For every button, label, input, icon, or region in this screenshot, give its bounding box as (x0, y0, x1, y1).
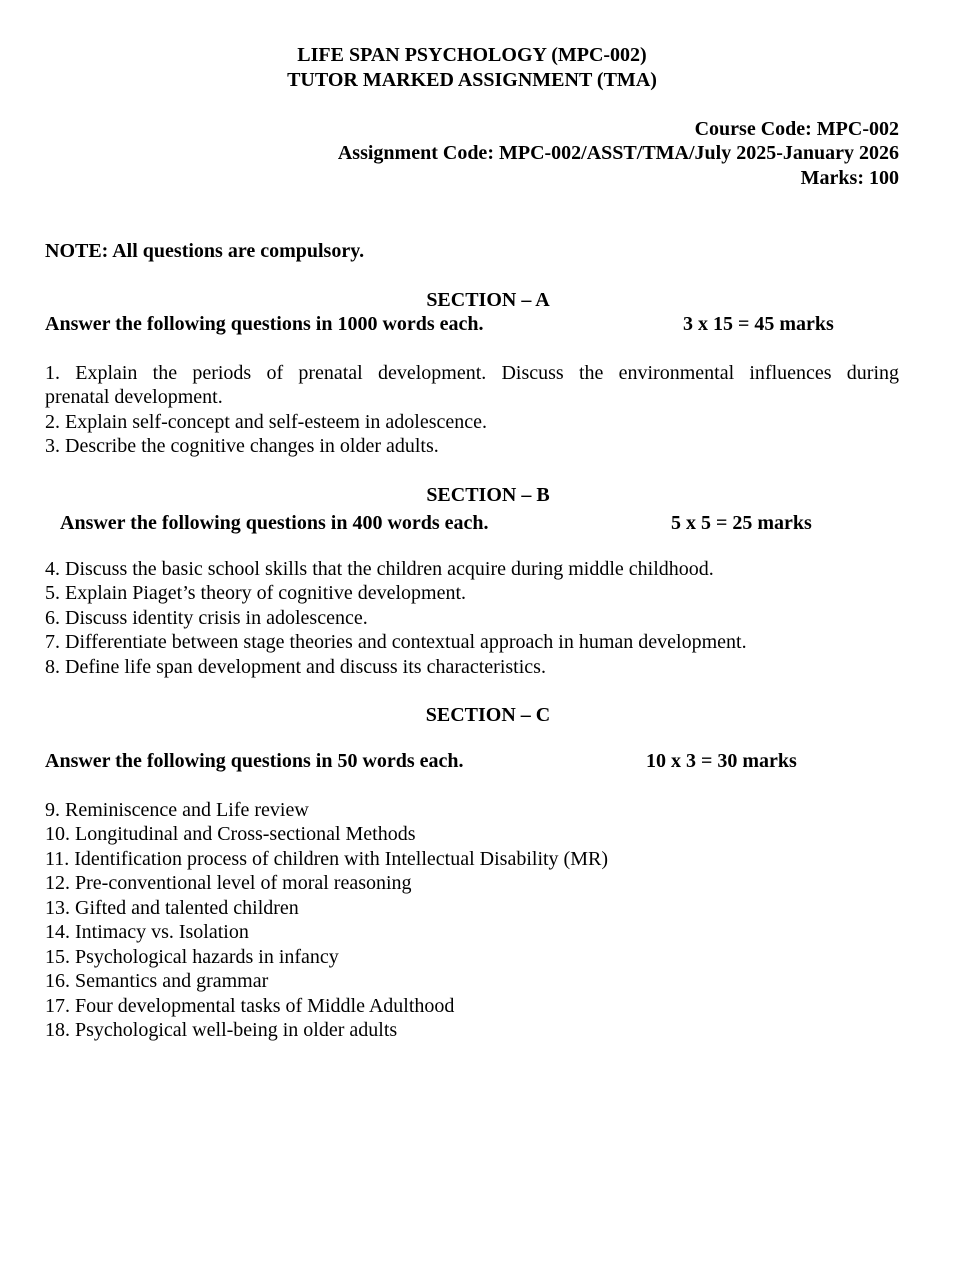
question-9: 9. Reminiscence and Life review (45, 799, 309, 821)
question-12: 12. Pre-conventional level of moral reasoning (45, 872, 412, 894)
question-8: 8. Define life span development and discuss its characteristics. (45, 656, 546, 678)
question-2: 2. Explain self-concept and self-esteem in adolescence. (45, 411, 488, 433)
section-c-marks: 10 x 3 = 30 marks (646, 750, 797, 772)
section-a-marks: 3 x 15 = 45 marks (683, 313, 834, 335)
section-b-instruction: Answer the following questions in 400 words each. (60, 512, 489, 534)
question-1-line1: 1. Explain the periods of prenatal development. Discuss the environmental influences during (45, 362, 899, 384)
question-4: 4. Discuss the basic school skills that the children acquire during middle childhood. (45, 558, 714, 580)
question-13: 13. Gifted and talented children (45, 897, 299, 919)
question-18: 18. Psychological well-being in older adults (45, 1019, 398, 1041)
question-6: 6. Discuss identity crisis in adolescence. (45, 607, 368, 629)
assignment-code: Assignment Code: MPC-002/ASST/TMA/July 2025-January 2026 (337, 142, 899, 164)
question-7: 7. Differentiate between stage theories and contextual approach in human development. (45, 631, 747, 653)
document-title: LIFE SPAN PSYCHOLOGY (MPC-002) (297, 44, 647, 66)
total-marks: Marks: 100 (800, 167, 899, 189)
course-code: Course Code: MPC-002 (694, 118, 899, 140)
question-10: 10. Longitudinal and Cross-sectional Methods (45, 823, 416, 845)
section-c-instruction: Answer the following questions in 50 words each. (45, 750, 464, 772)
note: NOTE: All questions are compulsory. (45, 240, 365, 262)
section-a-heading: SECTION – A (426, 289, 550, 311)
question-3: 3. Describe the cognitive changes in older adults. (45, 435, 439, 457)
question-1-line2: prenatal development. (45, 386, 223, 408)
section-c-heading: SECTION – C (425, 704, 551, 726)
question-14: 14. Intimacy vs. Isolation (45, 921, 249, 943)
section-a-instruction: Answer the following questions in 1000 words each. (45, 313, 484, 335)
question-15: 15. Psychological hazards in infancy (45, 946, 339, 968)
question-17: 17. Four developmental tasks of Middle Adulthood (45, 995, 455, 1017)
section-b-heading: SECTION – B (426, 484, 550, 506)
question-16: 16. Semantics and grammar (45, 970, 269, 992)
document-subtitle: TUTOR MARKED ASSIGNMENT (TMA) (287, 69, 657, 91)
question-5: 5. Explain Piaget’s theory of cognitive development. (45, 582, 467, 604)
section-b-marks: 5 x 5 = 25 marks (671, 512, 812, 534)
question-11: 11. Identification process of children with Intellectual Disability (MR) (45, 848, 608, 870)
